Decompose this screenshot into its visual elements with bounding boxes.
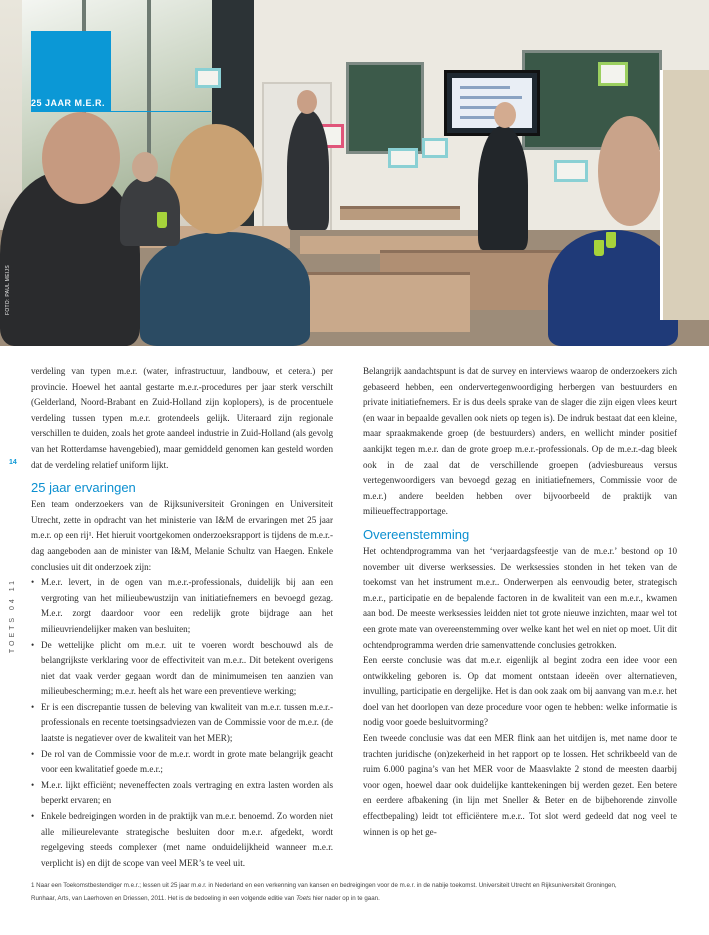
footnote-text: hier nader op in te gaan. bbox=[311, 894, 380, 902]
conclusion-list bbox=[31, 575, 333, 871]
presenter-man bbox=[287, 110, 329, 230]
cup bbox=[157, 212, 167, 228]
footnote bbox=[31, 880, 681, 905]
body-paragraph: Een eerste conclusie was dat m.e.r. eigenlijk al begint zodra een idee voor een ontwikkeling geboren is. Op dat moment ontstaan ideeën over alternatieven, invulling, participatie en dergelijke. Het is dan ook zaak om bij aanvang van m.e.r. het doel van het doorlopen van deze procedure voor ogen te hebben: welke informatie is nodig voor goede besluitvorming? bbox=[363, 655, 677, 728]
left-column bbox=[31, 364, 333, 871]
page-number: 14 bbox=[9, 459, 17, 466]
presenter-head bbox=[494, 102, 516, 128]
right-column bbox=[363, 364, 677, 840]
footnote-text: Runhaar, Arts, van Laerhoven en Driessen, 2011. Het is de bedoeling in een volgende editie van bbox=[31, 894, 297, 902]
slide-line bbox=[460, 96, 522, 99]
section-heading: Overeenstemming bbox=[363, 526, 470, 542]
list-item: • De wettelijke plicht om m.e.r. uit te voeren wordt beschouwd als de belangrijkste verklaring voor de effectiviteit van m.e.r.. Dit betekent overigens niet dat vaak verder gegaan wordt dan de minimumeisen ten aanzien van milieubescherming; m.e.r. heeft als het ware een preventieve werking; bbox=[31, 638, 333, 700]
footnote-line: 1 Naar een Toekomstbestendiger m.e.r.; lessen uit 25 jaar m.e.r. in Nederland en een verkenning van kansen en bedreigingen voor de m.e.r. in de nabije toekomst. Universiteit Utrecht en Rijksuniversiteit Groningen, bbox=[31, 882, 617, 889]
list-item: • Enkele bedreigingen worden in de praktijk van m.e.r. benoemd. Zo worden niet alle milieurelevante strategische besluiten door m.e.r. afgedekt, wordt regelgeving steeds complexer (met name onduidelijkheid wanneer m.e.r. verplicht is) en dijt de scope van veel MER’s te veel uit. bbox=[31, 809, 333, 871]
audience-head bbox=[42, 112, 120, 204]
audience-member bbox=[140, 232, 310, 346]
list-item: • Er is een discrepantie tussen de beleving van kwaliteit van m.e.r. tussen m.e.r.-professionals en recente toetsingsadviezen van de Commissie voor de m.e.r. (de laatste is negatiever over de kwaliteit van het MER); bbox=[31, 700, 333, 747]
list-item: • M.e.r. lijkt efficiënt; neveneffecten zoals vertraging en extra lasten worden als beperkt ervaren; en bbox=[31, 778, 333, 809]
wall-poster bbox=[422, 138, 448, 158]
presenter-woman bbox=[478, 126, 528, 250]
slide-line bbox=[460, 86, 510, 89]
footnote-line bbox=[31, 893, 681, 906]
wall-poster bbox=[388, 148, 418, 168]
wall-poster bbox=[195, 68, 221, 88]
audience-member bbox=[120, 176, 180, 246]
section-rule bbox=[31, 111, 211, 112]
slide-line bbox=[460, 106, 500, 109]
presentation-slide bbox=[452, 78, 532, 128]
chalkboard bbox=[346, 62, 424, 154]
inset-photo bbox=[660, 70, 709, 320]
presenter-head bbox=[297, 90, 317, 114]
intro-paragraph: verdeling van typen m.e.r. (water, infrastructuur, landbouw, et cetera.) per provincie. Hoewel het aantal gestarte m.e.r.-procedures per jaar sterk verschilt (Gelderland, Noord-Brabant en Zuid-Holland zijn koplopers), is de procentuele verdeling tussen typen m.e.r. grotendeels gelijk. Uiteraard zijn regionale verschillen te duiden, zoals het grote aandeel industrie in Zuid-Holland (als gevolg van het Rotterdamse havengebied), maar gemiddeld genomen kan gesteld worden dat de verdeling relatief uniform lijkt. bbox=[31, 366, 333, 470]
section-label: 25 JAAR M.E.R. bbox=[31, 98, 106, 108]
cup bbox=[594, 240, 604, 256]
wall-poster bbox=[554, 160, 588, 182]
audience-head bbox=[598, 116, 662, 226]
journal-name: TOETS 04 11 bbox=[9, 578, 16, 654]
cup bbox=[606, 232, 616, 248]
list-item: • M.e.r. levert, in de ogen van m.e.r.-professionals, duidelijk bij aan een vergroting van het milieubewustzijn van initiatiefnemers en bevoegd gezag. M.e.r. zorgt daardoor voor een redelijk grote bijdrage aan het milieuvriendelijker maken van besluiten; bbox=[31, 575, 333, 637]
body-paragraph: Een team onderzoekers van de Rijksuniversiteit Groningen en Universiteit Utrecht, zette in opdracht van het ministerie van I&M de ervaringen met 25 jaar m.e.r. op een rij¹. Het hieruit voortgekomen onderzoeksrapport is tijdens de m.e.r.-dag aangeboden aan de minister van I&M, Melanie Schultz van Haegen. Enkele conclusies uit dit onderzoek zijn: bbox=[31, 499, 333, 572]
list-item: • De rol van de Commissie voor de m.e.r. wordt in grote mate belangrijk geacht voor een kwalitatief goede m.e.r.; bbox=[31, 747, 333, 778]
presentation-table bbox=[340, 206, 460, 220]
audience-head bbox=[132, 152, 158, 182]
body-paragraph: Het ochtendprogramma van het ‘verjaardagsfeestje van de m.e.r.’ bestond op 10 november uit diverse werksessies. De werksessies stonden in het teken van de toekomst van het instrument m.e.r.. Onderwerpen als eenvoudig beter, strategisch m.e.r., participatie en de bepalende factoren in de kwaliteit van een m.e.r., kwamen aan bod. De meeste werksessies leidden niet tot grote nieuwe inzichten, maar wel tot een grote mate van overeenstemming over welke kant het wel en niet op moet. Uit dit ochtendprogramma werden drie samenvattende conclusies getrokken. bbox=[363, 545, 677, 650]
photo-credit: FOTO: PAUL MEIJS bbox=[5, 265, 11, 315]
section-heading: 25 jaar ervaringen bbox=[31, 480, 136, 496]
presentation-screen bbox=[444, 70, 540, 136]
journal-title: Toets bbox=[296, 894, 311, 902]
body-paragraph: Een tweede conclusie was dat een MER flink aan het uitdijen is, met name door te trachten juridische (on)zekerheid in het rapport op te lossen. Het schrikbeeld van de ruim 6.000 pagina’s van het MER voor de Maasvlakte 2 stond de meesten daarbij voor ogen, hoewel daar ook duidelijke kanttekeningen bij werden gezet. Een betere en eerdere afbakening (in lijn met Sneller & Beter en de bijbehorende zinvolle effectbepaling) leidt tot efficiëntere m.e.r.. Tot slot werd gedeeld dat nog veel te winnen is op het ge- bbox=[363, 733, 677, 837]
audience-head bbox=[170, 124, 262, 234]
body-paragraph: Belangrijk aandachtspunt is dat de survey en interviews waarop de onderzoekers zich gebaseerd hebben, een ondervertegenwoordiging herbergen van bestuurders en private initiatiefnemers. Er is dus deels sprake van de slager die zijn eigen vlees keurt (en waar in bepaalde gevallen ook niets op tegen is). De indruk bestaat dat een kleine, maar spraakmakende groep (de bestuurders) anders, en wellicht minder positief aankijkt tegen m.e.r. dan de grote groep m.e.r.-professionals. Op de m.e.r.-dag bleek ook in de zaal dat de verschillende groepen (adviesbureaus versus vertegenwoordigers van bevoegd gezag en initiatiefnemers, Commissie voor de m.e.r.) andere beelden hebben over bijvoorbeeld de praktijk van milieueffectrapportage. bbox=[363, 366, 677, 517]
wall-poster bbox=[598, 62, 628, 86]
